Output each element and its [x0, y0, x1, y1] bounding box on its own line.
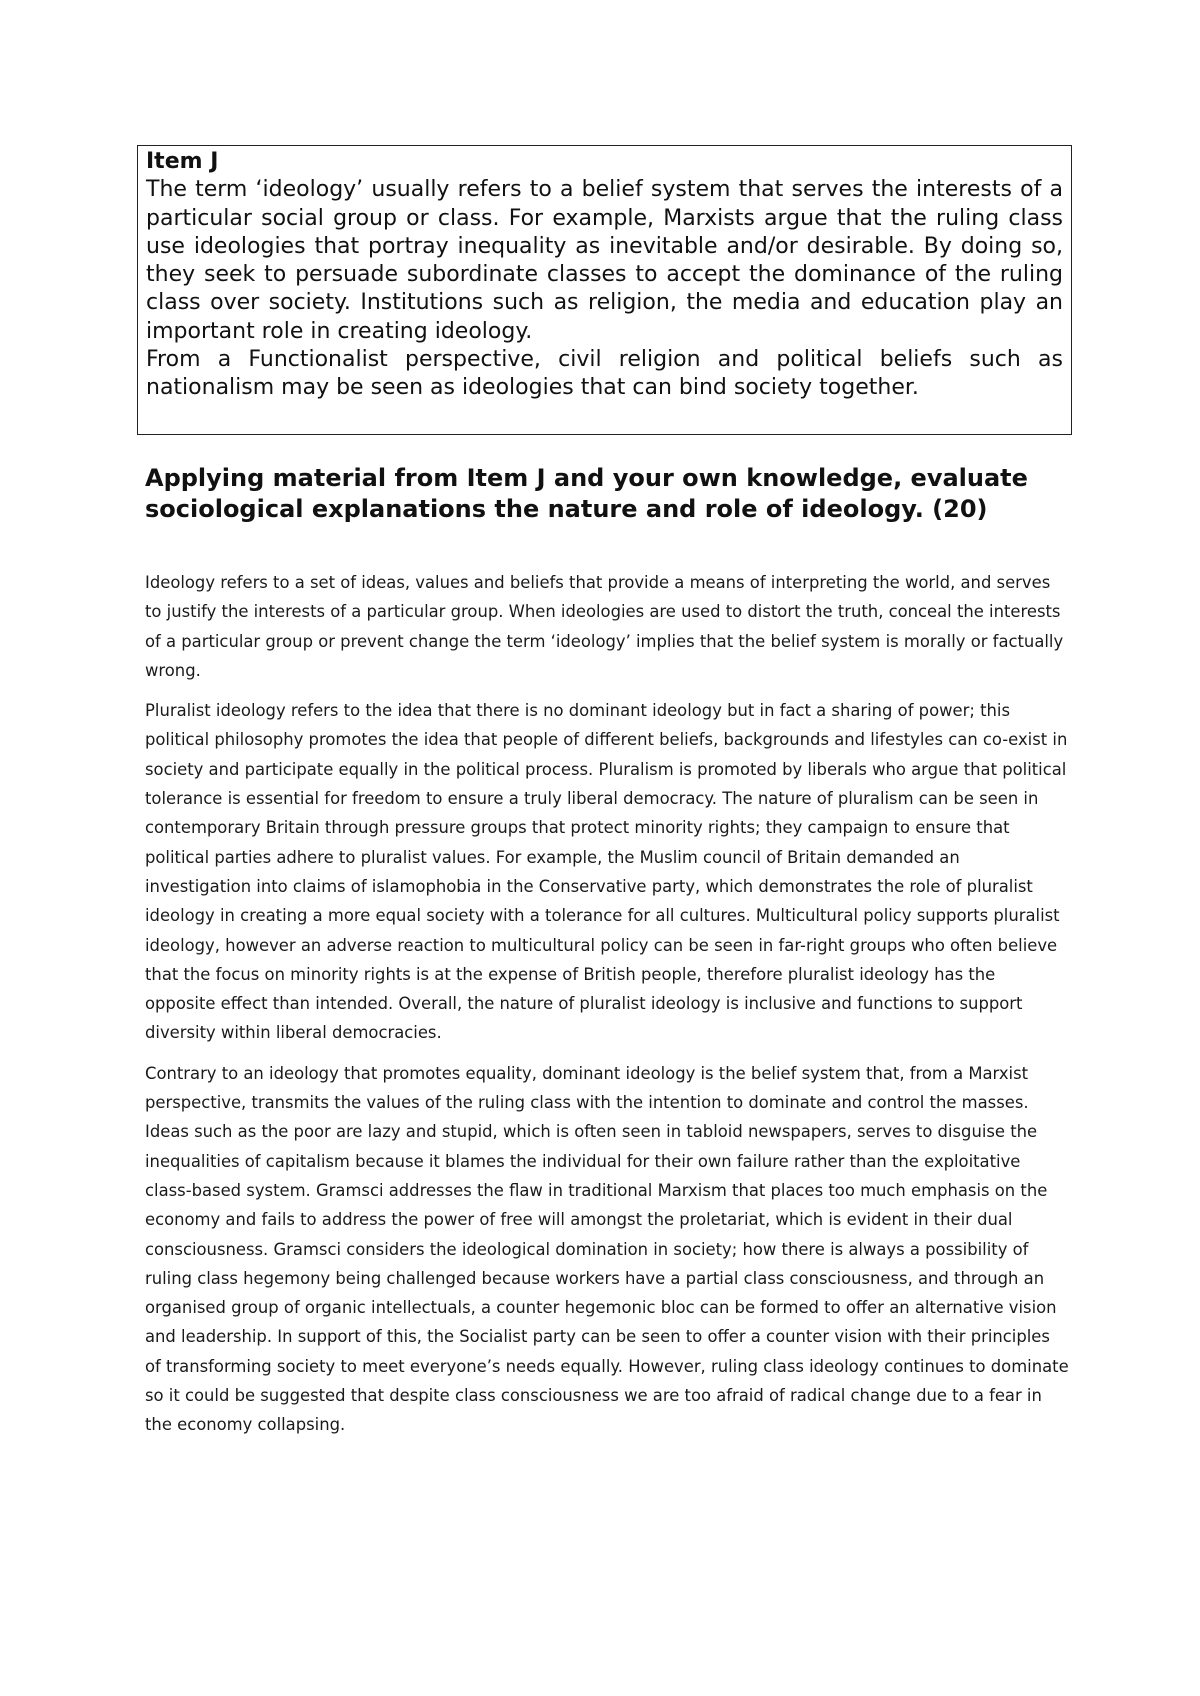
essay-paragraph: Pluralist ideology refers to the idea that there is no dominant ideology but in fact a sharing of power; this political philosophy promotes the idea that people of different beliefs, backgrounds and lifestyles can co-exist in society and participate equally in the political process. Pluralism is promoted by liberals who argue that political tolerance is essential for freedom to ensure a truly liberal democracy. The nature of pluralism can be seen in contemporary Britain through pressure groups that protect minority rights; they campaign to ensure that political parties adhere to pluralist values. For example, the Muslim council of Britain demanded an investigation into claims of islamophobia in the Conservative party, which demonstrates the role of pluralist ideology in creating a more equal society with a tolerance for all cultures. Multicultural policy supports pluralist ideology, however an adverse reaction to multicultural policy can be seen in far-right groups who often believe that the focus on minority rights is at the expense of British people, therefore pluralist ideology has the opposite effect than intended. Overall, the nature of pluralist ideology is inclusive and functions to support diversity within liberal democracies.: [145, 701, 1068, 1043]
essay-body: [145, 568, 1070, 1451]
item-paragraph: From a Functionalist perspective, civil religion and political beliefs such as nationalism may be seen as ideologies that can bind society together.: [146, 347, 1063, 401]
item-title: Item J: [146, 149, 219, 174]
essay-paragraph: Contrary to an ideology that promotes equality, dominant ideology is the belief system that, from a Marxist perspective, transmits the values of the ruling class with the intention to dominate and control the masses. Ideas such as the poor are lazy and stupid, which is often seen in tabloid newspapers, serves to disguise the inequalities of capitalism because it blames the individual for their own failure rather than the exploitative class-based system. Gramsci addresses the flaw in traditional Marxism that places too much emphasis on the economy and fails to address the power of free will amongst the proletariat, which is evident in their dual consciousness. Gramsci considers the ideological domination in society; how there is always a possibility of ruling class hegemony being challenged because workers have a partial class consciousness, and through an organised group of organic intellectuals, a counter hegemonic bloc can be formed to offer an alternative vision and leadership. In support of this, the Socialist party can be seen to offer a counter vision with their principles of transforming society to meet everyone’s needs equally. However, ruling class ideology continues to dominate so it could be suggested that despite class consciousness we are too afraid of radical change due to a fear in the economy collapsing.: [145, 1063, 1069, 1435]
item-paragraph: The term ‘ideology’ usually refers to a belief system that serves the interests of a particular social group or class. For example, Marxists argue that the ruling class use ideologies that portray inequality as inevitable and/or desirable. By doing so, they seek to persuade subordinate classes to accept the dominance of the ruling class over society. Institutions such as religion, the media and education play an important role in creating ideology.: [146, 177, 1063, 344]
essay-paragraph: Ideology refers to a set of ideas, values and beliefs that provide a means of interpreting the world, and serves to justify the interests of a particular group. When ideologies are used to distort the truth, conceal the interests of a particular group or prevent change the term ‘ideology’ implies that the belief system is morally or factually wrong.: [145, 573, 1064, 680]
essay-question: Applying material from Item J and your own knowledge, evaluate sociological explanations the nature and role of ideology. (20): [145, 464, 1028, 523]
item-j-box: [137, 145, 1072, 435]
